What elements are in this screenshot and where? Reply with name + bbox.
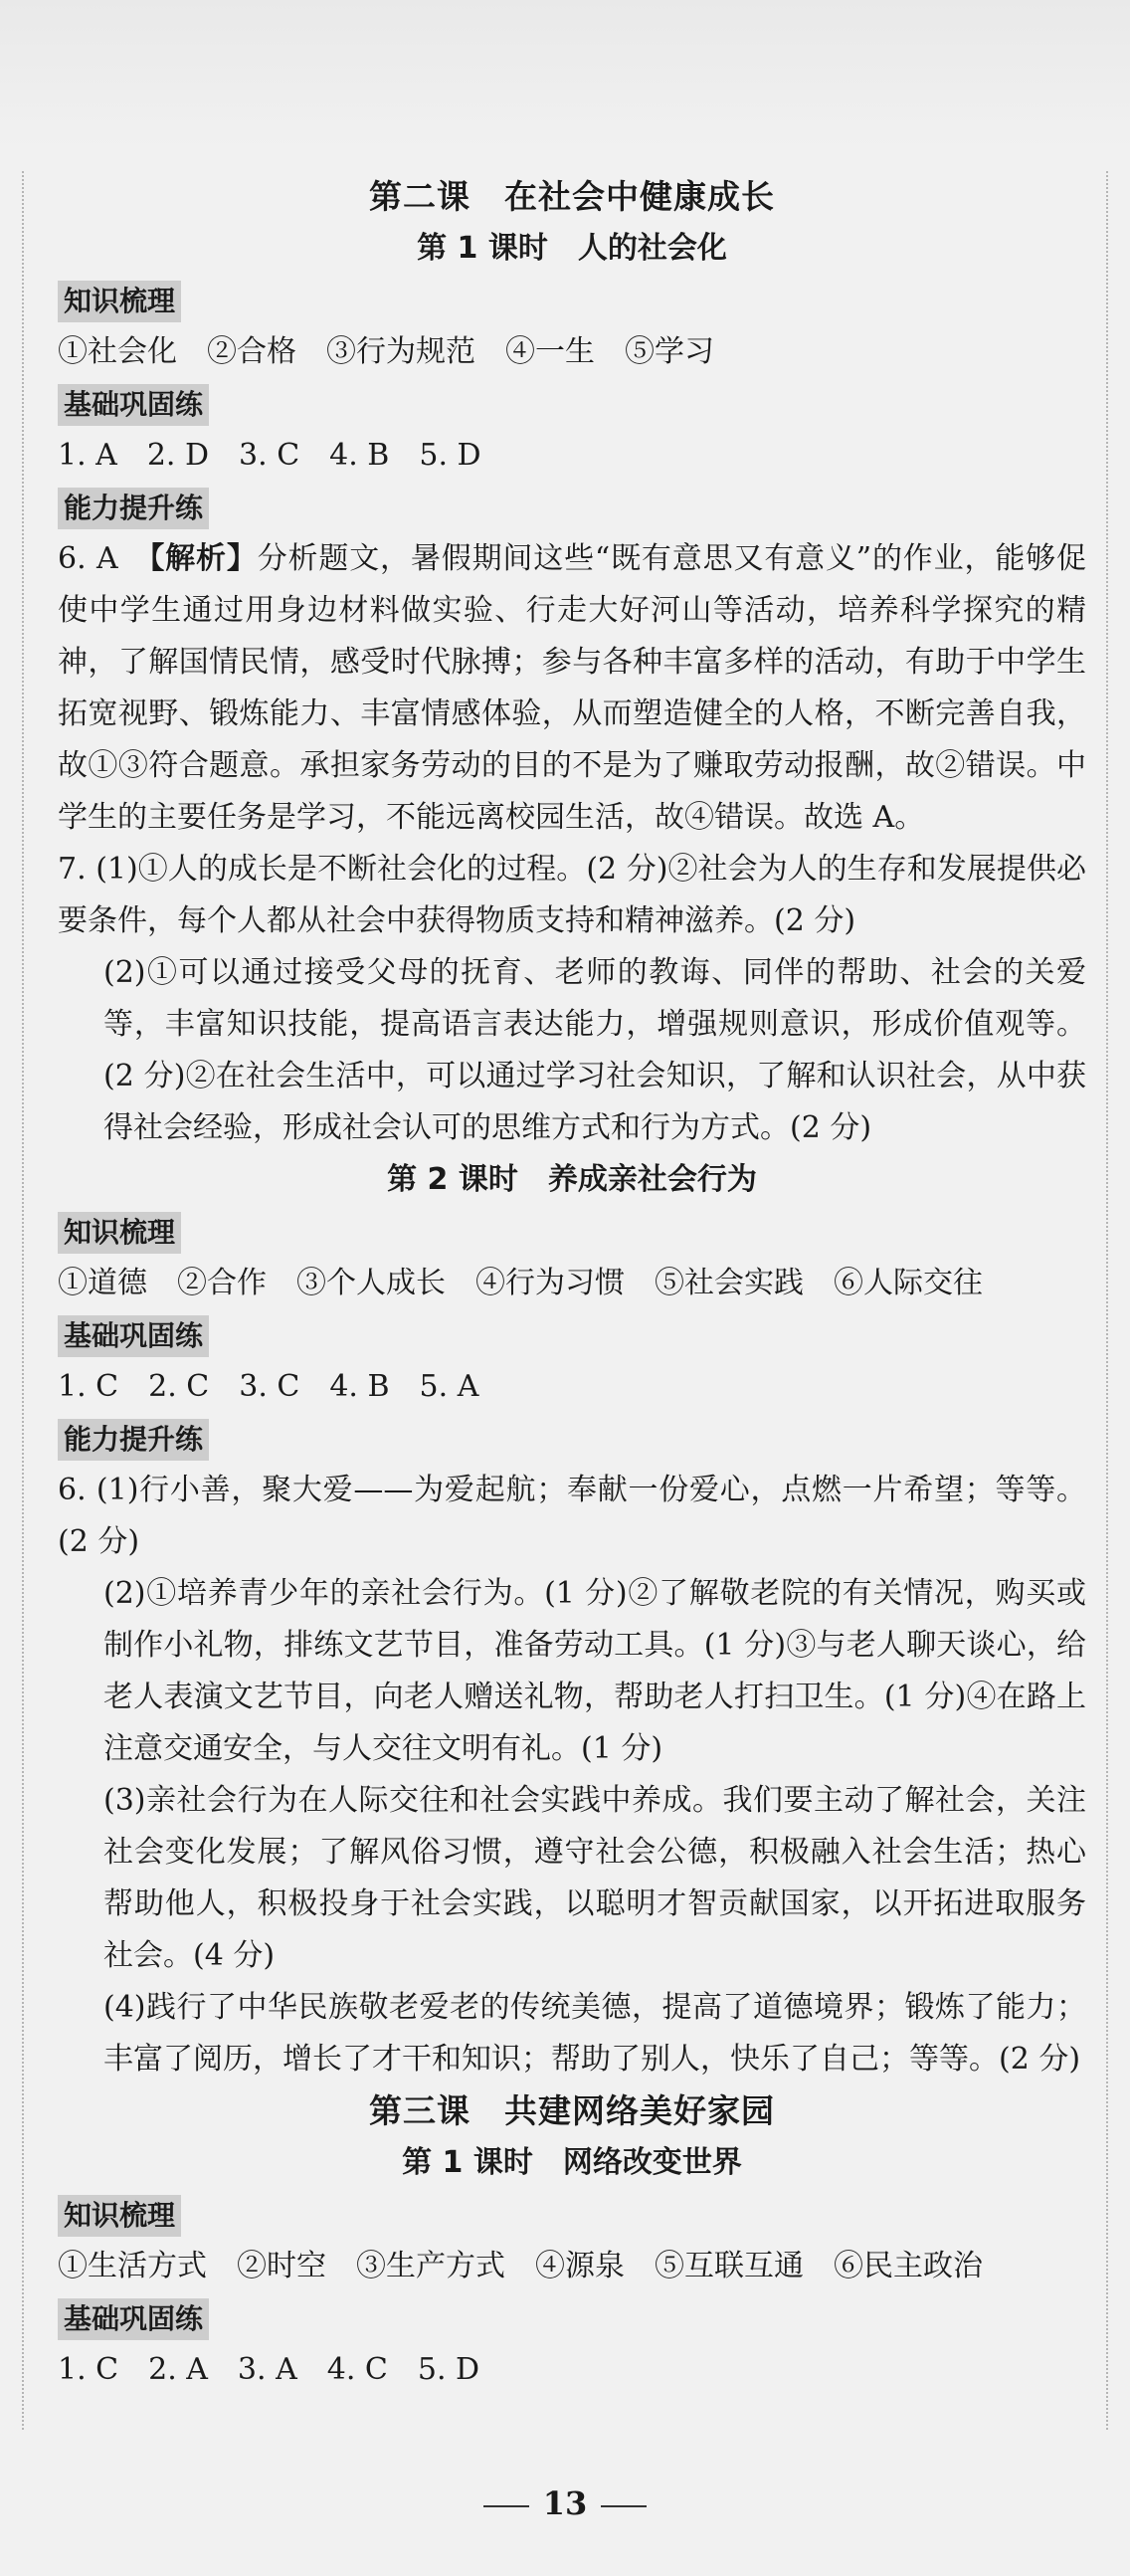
section-knowledge-label: 知识梳理: [58, 1212, 181, 1254]
lesson-title: 第二课 在社会中健康成长: [369, 177, 775, 216]
left-dotted-margin: [22, 171, 24, 2430]
page-number: [0, 2481, 1130, 2525]
section-ability-label: 能力提升练: [58, 488, 209, 529]
period-title: 第 1 课时 人的社会化: [417, 231, 727, 266]
page-number-right-dash: [601, 2505, 647, 2507]
question-6-part-4: (4)践行了中华民族敬老爱老的传统美德，提高了道德境界；锻炼了能力；丰富了阅历，增长了才干和知识；帮助了别人，快乐了自己；等等。(2 分): [103, 1990, 1086, 2077]
period-title: 第 2 课时 养成亲社会行为: [387, 1162, 757, 1197]
top-shadow-band: [0, 0, 1130, 149]
basic-answers: 1. C 2. A 3. A 4. C 5. D: [58, 2352, 480, 2387]
section-basic-label: 基础巩固练: [58, 2298, 209, 2340]
section-ability-label: 能力提升练: [58, 1419, 209, 1461]
section-basic-label: 基础巩固练: [58, 1315, 209, 1357]
question-number: 6. A: [58, 541, 150, 576]
analysis-tag: 【解析】: [149, 541, 258, 576]
right-dotted-margin: [1106, 171, 1108, 2430]
analysis-text: 分析题文，暑假期间这些“既有意思又有意义”的作业，能够促使中学生通过用身边材料做实验、行走大好河山等活动，培养科学探究的精神，了解国情民情，感受时代脉搏；参与各种丰富多样的活动，有助于中学生拓宽视野、锻炼能力、丰富情感体验，从而塑造健全的人格，不断完善自我，故①③符合题意。承担家务劳动的目的不是为了赚取劳动报酬，故②错误。中学生的主要任务是学习，不能远离校园生活，故④错误。故选 A。: [58, 541, 1086, 835]
page-number-value: 13: [542, 2484, 588, 2522]
basic-answers: 1. A 2. D 3. C 4. B 5. D: [58, 438, 481, 473]
section-knowledge-label: 知识梳理: [58, 281, 181, 322]
basic-answers: 1. C 2. C 3. C 4. B 5. A: [58, 1369, 479, 1404]
question-6-part-1: 6. (1)行小善，聚大爱——为爱起航；奉献一份爱心，点燃一片希望；等等。(2 分): [58, 1473, 1086, 1559]
question-6-part-3: (3)亲社会行为在人际交往和社会实践中养成。我们要主动了解社会，关注社会变化发展；了解风俗习惯，遵守社会公德，积极融入社会生活；热心帮助他人，积极投身于社会实践，以聪明才智贡献国家，以开拓进取服务社会。(4 分): [103, 1783, 1086, 1973]
knowledge-answers: ①社会化 ②合格 ③行为规范 ④一生 ⑤学习: [58, 334, 714, 369]
question-6-part-2: (2)①培养青少年的亲社会行为。(1 分)②了解敬老院的有关情况，购买或制作小礼物，排练文艺节目，准备劳动工具。(1 分)③与老人聊天谈心，给老人表演文艺节目，向老人赠送礼物，帮助老人打扫卫生。(1 分)④在路上注意交通安全，与人交往文明有礼。(1 分): [103, 1576, 1086, 1766]
section-basic-label: 基础巩固练: [58, 384, 209, 426]
lesson-title: 第三课 共建网络美好家园: [369, 2091, 775, 2130]
question-7-part-1: 7. (1)①人的成长是不断社会化的过程。(2 分)②社会为人的生存和发展提供必要条件，每个人都从社会中获得物质支持和精神滋养。(2 分): [58, 852, 1086, 938]
section-knowledge-label: 知识梳理: [58, 2195, 181, 2237]
period-title: 第 1 课时 网络改变世界: [402, 2145, 742, 2180]
question-6-answer: [58, 533, 1086, 844]
page-number-left-dash: [483, 2505, 529, 2507]
knowledge-answers: ①道德 ②合作 ③个人成长 ④行为习惯 ⑤社会实践 ⑥人际交往: [58, 1266, 983, 1300]
knowledge-answers: ①生活方式 ②时空 ③生产方式 ④源泉 ⑤互联互通 ⑥民主政治: [58, 2249, 983, 2283]
question-7-part-2: (2)①可以通过接受父母的抚育、老师的教诲、同伴的帮助、社会的关爱等，丰富知识技能，提高语言表达能力，增强规则意识，形成价值观等。(2 分)②在社会生活中，可以通过学习社会知识，了解和认识社会，从中获得社会经验，形成社会认可的思维方式和行为方式。(2 分): [103, 955, 1086, 1145]
answer-content: [58, 171, 1086, 2396]
